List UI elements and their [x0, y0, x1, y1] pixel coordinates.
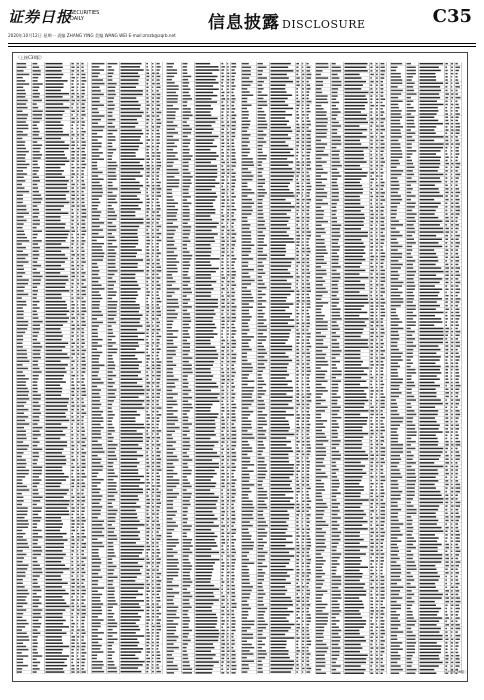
masthead [8, 6, 476, 42]
continuation-note: （下转C36版） [443, 670, 468, 674]
table-column-graphic [166, 62, 238, 674]
table-column [16, 62, 88, 676]
header-rule [8, 43, 476, 44]
table-caption: （上接C34版） [16, 55, 44, 60]
header-rule-thin [8, 46, 476, 47]
table-column-graphic [16, 62, 88, 674]
newspaper-logo: 证券日报 [8, 8, 73, 26]
table-column [241, 62, 313, 676]
table-column [390, 62, 462, 676]
table-column-graphic [315, 62, 387, 674]
newspaper-sublogo: SECURITIES DAILY [70, 10, 100, 22]
table-column [166, 62, 238, 676]
table-column-graphic [390, 62, 462, 674]
table-column [315, 62, 387, 676]
page-number: C35 [432, 6, 472, 27]
dateline: 2020年10月12日 星期一 责编 ZHANG YING 美编 WANG WEI E-mail:zmzb@zqrb.net [8, 33, 176, 38]
section-title-en: DISCLOSURE [282, 18, 366, 31]
table-column [91, 62, 163, 676]
section-title-cn: 信息披露 [208, 13, 280, 33]
table-column-graphic [91, 62, 163, 674]
section-header [208, 8, 366, 33]
table-column-graphic [241, 62, 313, 674]
